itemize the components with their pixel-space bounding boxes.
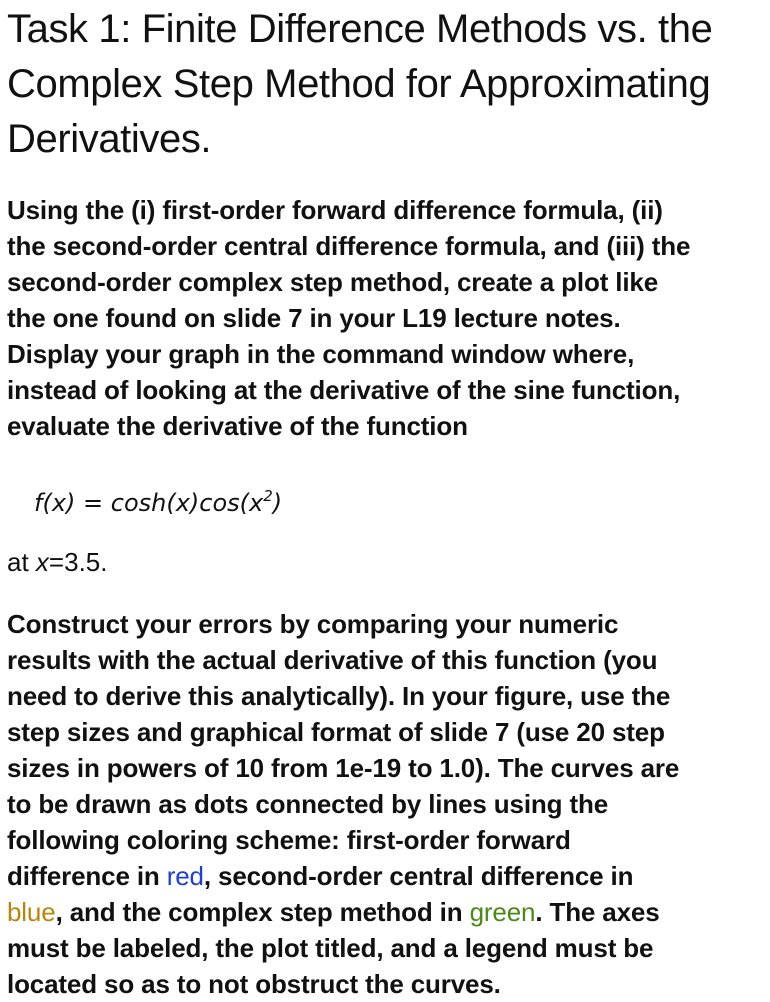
paragraph-line: Display your graph in the command window where, bbox=[7, 339, 635, 369]
line9-middle: , and the complex step method in bbox=[55, 897, 470, 927]
paragraph-line: second-order complex step method, create a plot like bbox=[7, 267, 659, 297]
paragraph-line: Using the (i) first-order forward difference formula, (ii) bbox=[7, 195, 663, 225]
task-title bbox=[7, 2, 767, 167]
paragraph-line: results with the actual derivative of this function (you bbox=[7, 645, 658, 675]
paragraph-line: must be labeled, the plot titled, and a legend must be bbox=[7, 933, 654, 963]
evaluation-value: =3.5. bbox=[48, 547, 108, 577]
function-formula bbox=[34, 478, 282, 521]
paragraph-line: to be drawn as dots connected by lines using the bbox=[7, 789, 609, 819]
title-line-1: Task 1: Finite Difference Methods vs. the bbox=[7, 7, 713, 51]
red-color-word: red bbox=[166, 861, 204, 891]
paragraph-line: evaluate the derivative of the function bbox=[7, 411, 468, 441]
paragraph-line: sizes in powers of 10 from 1e-19 to 1.0). The curves are bbox=[7, 753, 680, 783]
paragraph-line: following coloring scheme: first-order forward bbox=[7, 825, 571, 855]
line9-after: . The axes bbox=[535, 897, 660, 927]
paragraph-line: need to derive this analytically). In your figure, use the bbox=[7, 681, 671, 711]
paragraph-line bbox=[7, 858, 767, 894]
requirements-paragraph bbox=[7, 606, 767, 1002]
formula-text: f(x) = cosh(x)cos(x bbox=[34, 489, 264, 517]
blue-color-word: blue bbox=[7, 897, 56, 927]
paragraph-line: instead of looking at the derivative of the sine function, bbox=[7, 375, 681, 405]
title-line-2: Complex Step Method for Approximating bbox=[7, 62, 711, 106]
title-line-3: Derivatives. bbox=[7, 117, 212, 161]
evaluation-point bbox=[7, 544, 107, 580]
paragraph-line: step sizes and graphical format of slide 7 (use 20 step bbox=[7, 717, 665, 747]
paragraph-line: the second-order central difference formula, and (iii) the bbox=[7, 231, 691, 261]
paragraph-line bbox=[7, 894, 767, 930]
evaluation-prefix: at bbox=[7, 547, 36, 577]
instructions-paragraph bbox=[7, 192, 767, 444]
line8-before: difference in bbox=[7, 861, 167, 891]
evaluation-variable: x bbox=[35, 547, 49, 577]
formula-close: ) bbox=[272, 489, 283, 517]
formula-exponent: 2 bbox=[263, 487, 273, 505]
paragraph-line: located so as to not obstruct the curves. bbox=[7, 969, 501, 999]
line8-after: , second-order central difference in bbox=[203, 861, 634, 891]
paragraph-line: the one found on slide 7 in your L19 lecture notes. bbox=[7, 303, 621, 333]
green-color-word: green bbox=[469, 897, 536, 927]
paragraph-line: Construct your errors by comparing your numeric bbox=[7, 609, 619, 639]
